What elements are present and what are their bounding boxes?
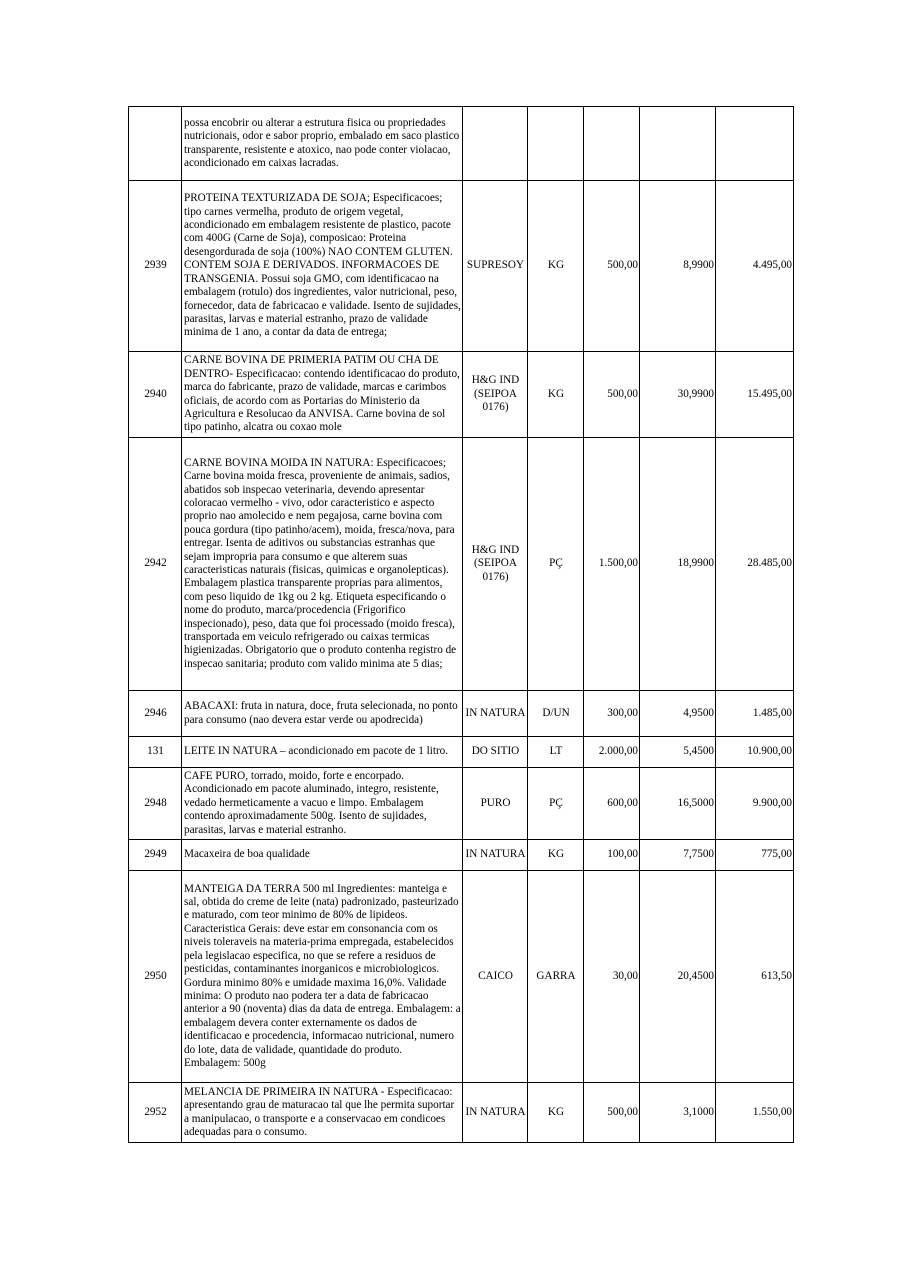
item-unit-price: 30,9900 bbox=[640, 352, 716, 438]
item-quantity: 300,00 bbox=[584, 691, 640, 737]
item-description: possa encobrir ou alterar a estrutura fisica ou propriedades nutricionais, odor e sabor proprio, embalado em saco plastico transparente, resistente e atoxico, nao pode conter violacao, acondicionado em caixas lacradas. bbox=[182, 107, 463, 181]
item-description: PROTEINA TEXTURIZADA DE SOJA; Especificacoes; tipo carnes vermelha, produto de origem vegetal, acondicionado em embalagem resistente de plastico, pacote com 400G (Carne de Soja), composicao: Proteina desengordurada de soja (100%) NAO CONTEM GLUTEN. CONTEM SOJA E DERIVADOS. INFORMACOES DE TRANSGENIA. Possui soja GMO, com identificacao na embalagem (rotulo) dos ingredientes, valor nutricional, peso, fornecedor, data de fabricacao e validade. Isento de sujidades, parasitas, larvas e material estranho, prazo de validade minima de 1 ano, a contar da data de entrega; bbox=[182, 181, 463, 352]
item-unit: KG bbox=[528, 1083, 584, 1143]
item-brand: SUPRESOY bbox=[463, 181, 528, 352]
items-table bbox=[128, 106, 794, 1143]
item-unit: GARRA bbox=[528, 871, 584, 1083]
item-brand: IN NATURA bbox=[463, 691, 528, 737]
item-brand: DO SITIO bbox=[463, 737, 528, 768]
table-row bbox=[129, 438, 794, 691]
item-total: 10.900,00 bbox=[716, 737, 794, 768]
table-row bbox=[129, 352, 794, 438]
table-row bbox=[129, 181, 794, 352]
item-quantity: 500,00 bbox=[584, 352, 640, 438]
item-brand: IN NATURA bbox=[463, 840, 528, 871]
item-description: LEITE IN NATURA – acondicionado em pacote de 1 litro. bbox=[182, 737, 463, 768]
item-total: 1.550,00 bbox=[716, 1083, 794, 1143]
item-code: 2940 bbox=[129, 352, 182, 438]
item-quantity bbox=[584, 107, 640, 181]
item-quantity: 2.000,00 bbox=[584, 737, 640, 768]
item-quantity: 600,00 bbox=[584, 768, 640, 840]
item-brand: H&G IND (SEIPOA 0176) bbox=[463, 352, 528, 438]
table-row bbox=[129, 871, 794, 1083]
item-unit-price: 7,7500 bbox=[640, 840, 716, 871]
table-row bbox=[129, 691, 794, 737]
item-code: 2939 bbox=[129, 181, 182, 352]
table-row bbox=[129, 1083, 794, 1143]
item-code: 131 bbox=[129, 737, 182, 768]
item-unit bbox=[528, 107, 584, 181]
item-brand: PURO bbox=[463, 768, 528, 840]
item-unit: D/UN bbox=[528, 691, 584, 737]
item-description: CARNE BOVINA MOIDA IN NATURA: Especificacoes; Carne bovina moida fresca, proveniente de animais, sadios, abatidos sob inspecao veterinaria, devendo apresentar coloracao vermelho - vivo, odor caracteristico e aspecto proprio nao amolecido e nem pegajosa, carne bovina com pouca gordura (tipo patinho/acem), moida, fresca/nova, para entregar. Isenta de aditivos ou substancias estranhas que sejam impropria para consumo e que alterem suas caracteristicas naturais (fisicas, quimicas e organolepticas). Embalagem plastica transparente proprias para alimentos, com peso liquido de 1kg ou 2 kg. Etiqueta especificando o nome do produto, marca/procedencia (Frigorifico inspecionado), peso, data que foi processado (moido fresca), transportada em veiculo refrigerado ou caixas termicas higienizadas. Obrigatorio que o produto contenha registro de inspecao sanitaria; produto com valido minima ate 5 dias; bbox=[182, 438, 463, 691]
item-description: CARNE BOVINA DE PRIMERIA PATIM OU CHA DE DENTRO- Especificacao: contendo identificacao do produto, marca do fabricante, prazo de validade, marcas e carimbos oficiais, de acordo com as Portarias do Ministerio da Agricultura e Resolucao da ANVISA. Carne bovina de sol tipo patinho, alcatra ou coxao mole bbox=[182, 352, 463, 438]
item-code: 2950 bbox=[129, 871, 182, 1083]
item-brand: CAICO bbox=[463, 871, 528, 1083]
item-unit-price: 5,4500 bbox=[640, 737, 716, 768]
item-quantity: 500,00 bbox=[584, 181, 640, 352]
item-code: 2949 bbox=[129, 840, 182, 871]
item-total bbox=[716, 107, 794, 181]
item-total: 1.485,00 bbox=[716, 691, 794, 737]
item-unit-price: 8,9900 bbox=[640, 181, 716, 352]
table-row bbox=[129, 840, 794, 871]
item-unit: PÇ bbox=[528, 768, 584, 840]
item-unit: KG bbox=[528, 181, 584, 352]
item-code: 2942 bbox=[129, 438, 182, 691]
item-unit: LT bbox=[528, 737, 584, 768]
item-brand: IN NATURA bbox=[463, 1083, 528, 1143]
item-code: 2946 bbox=[129, 691, 182, 737]
item-unit-price: 18,9900 bbox=[640, 438, 716, 691]
item-unit: KG bbox=[528, 840, 584, 871]
table-row bbox=[129, 768, 794, 840]
item-total: 28.485,00 bbox=[716, 438, 794, 691]
item-description: ABACAXI: fruta in natura, doce, fruta selecionada, no ponto para consumo (nao devera estar verde ou apodrecida) bbox=[182, 691, 463, 737]
item-total: 9.900,00 bbox=[716, 768, 794, 840]
item-unit-price: 4,9500 bbox=[640, 691, 716, 737]
item-quantity: 1.500,00 bbox=[584, 438, 640, 691]
item-total: 613,50 bbox=[716, 871, 794, 1083]
item-quantity: 500,00 bbox=[584, 1083, 640, 1143]
item-unit-price: 16,5000 bbox=[640, 768, 716, 840]
item-total: 775,00 bbox=[716, 840, 794, 871]
item-code: 2952 bbox=[129, 1083, 182, 1143]
item-total: 15.495,00 bbox=[716, 352, 794, 438]
table-row bbox=[129, 107, 794, 181]
item-brand: H&G IND (SEIPOA 0176) bbox=[463, 438, 528, 691]
item-brand bbox=[463, 107, 528, 181]
item-unit: PÇ bbox=[528, 438, 584, 691]
item-description: MELANCIA DE PRIMEIRA IN NATURA - Especificacao: apresentando grau de maturacao tal que lhe permita suportar a manipulacao, o transporte e a conservacao em condicoes adequadas para o consumo. bbox=[182, 1083, 463, 1143]
item-code: 2948 bbox=[129, 768, 182, 840]
item-total: 4.495,00 bbox=[716, 181, 794, 352]
item-unit: KG bbox=[528, 352, 584, 438]
item-quantity: 30,00 bbox=[584, 871, 640, 1083]
item-unit-price bbox=[640, 107, 716, 181]
item-description: CAFE PURO, torrado, moido, forte e encorpado. Acondicionado em pacote aluminado, integro, resistente, vedado hermeticamente a vacuo e limpo. Embalagem contendo aproximadamente 500g. Isento de sujidades, parasitas, larvas e material estranho. bbox=[182, 768, 463, 840]
table-row bbox=[129, 737, 794, 768]
item-unit-price: 20,4500 bbox=[640, 871, 716, 1083]
item-description: MANTEIGA DA TERRA 500 ml Ingredientes: manteiga e sal, obtida do creme de leite (nata) padronizado, pasteurizado e maturado, com teor minimo de 80% de lipideos. Caracteristica Gerais: deve estar em consonancia com os niveis toleraveis na materia-prima empregada, estabelecidos pela legislacao especifica, no que se refere a residuos de pesticidas, contaminantes inorganicos e microbiologicos. Gordura minimo 80% e umidade maxima 16,0%. Validade minima: O produto nao podera ter a data de fabricacao anterior a 90 (noventa) dias da data de entrega. Embalagem: a embalagem devera conter externamente os dados de identificacao e procedencia, informacao nutricional, numero do lote, data de validade, quantidade do produto. Embalagem: 500g bbox=[182, 871, 463, 1083]
item-code bbox=[129, 107, 182, 181]
item-unit-price: 3,1000 bbox=[640, 1083, 716, 1143]
item-quantity: 100,00 bbox=[584, 840, 640, 871]
item-description: Macaxeira de boa qualidade bbox=[182, 840, 463, 871]
